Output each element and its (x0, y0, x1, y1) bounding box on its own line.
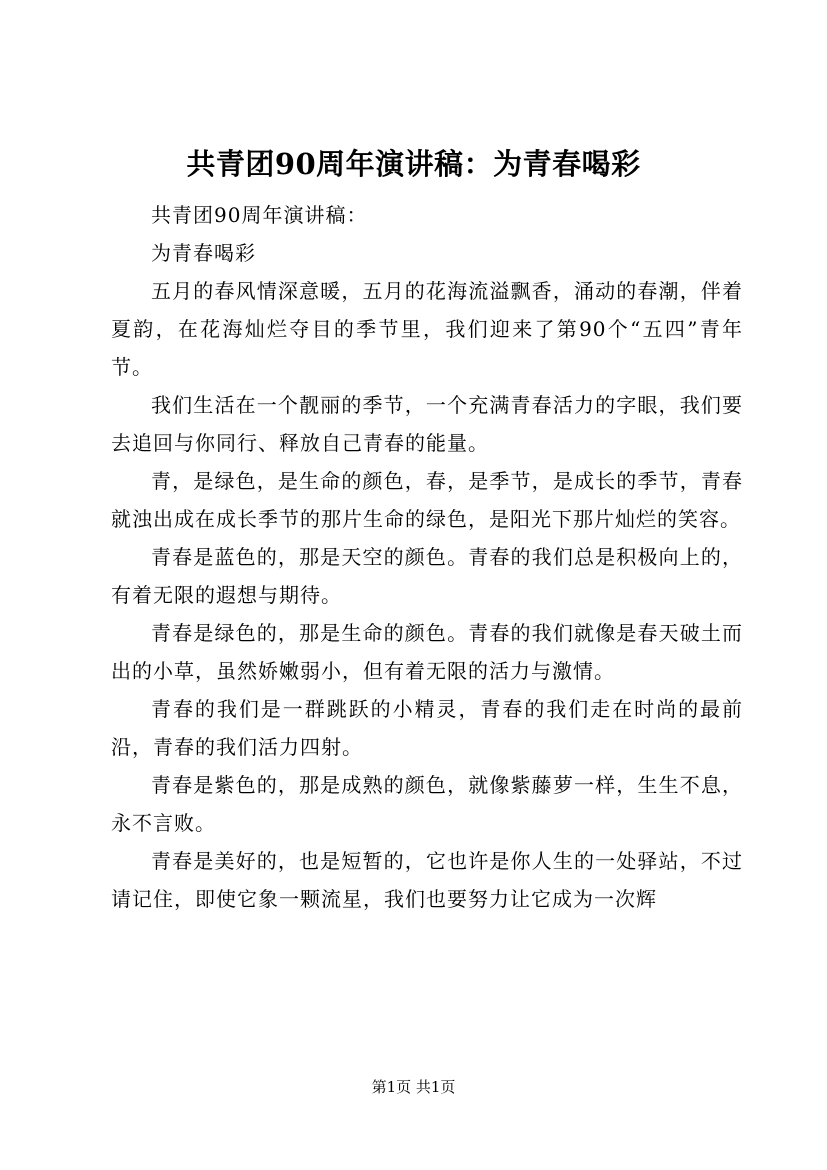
paragraph-8: 青春的我们是一群跳跃的小精灵，青春的我们走在时尚的最前沿，青春的我们活力四射。 (111, 697, 743, 759)
paragraph-4: 我们生活在一个靓丽的季节，一个充满青春活力的字眼，我们要去追回与你同行、释放自己青春的能量。 (111, 393, 743, 455)
document-body (111, 196, 743, 918)
document-title: 共青团90周年演讲稿：为青春喝彩 (186, 147, 641, 181)
paragraph-6: 青春是蓝色的，那是天空的颜色。青春的我们总是积极向上的，有着无限的遐想与期待。 (111, 545, 743, 607)
paragraph-9: 青春是紫色的，那是成熟的颜色，就像紫藤萝一样，生生不息，永不言败。 (111, 773, 743, 835)
paragraph-7: 青春是绿色的，那是生命的颜色。青春的我们就像是春天破土而出的小草，虽然娇嫩弱小，但有着无限的活力与激情。 (111, 621, 743, 683)
page-footer: 第1页 共1页 (371, 1078, 456, 1096)
paragraph-1: 共青团90周年演讲稿： (151, 203, 368, 227)
paragraph-10: 青春是美好的，也是短暂的，它也许是你人生的一处驿站，不过请记住，即使它象一颗流星，我们也要努力让它成为一次辉 (111, 849, 743, 911)
paragraph-2: 为青春喝彩 (151, 241, 256, 265)
paragraph-5: 青，是绿色，是生命的颜色，春，是季节，是成长的季节，青春就浊出成在成长季节的那片生命的绿色，是阳光下那片灿烂的笑容。 (111, 469, 743, 531)
paragraph-3: 五月的春风情深意暖，五月的花海流溢飘香，涌动的春潮，伴着夏韵，在花海灿烂夺目的季节里，我们迎来了第90个“五四”青年节。 (111, 279, 743, 379)
